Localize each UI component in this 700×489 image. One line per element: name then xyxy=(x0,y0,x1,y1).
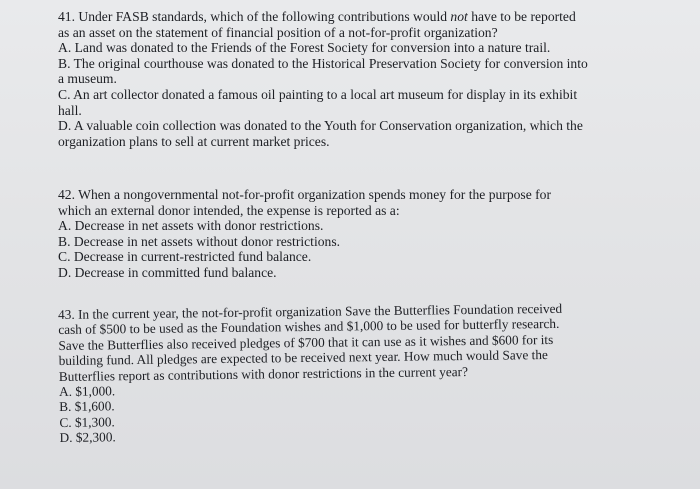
question-43-stem-line-3: Save the Butterflies also received pledges of $700 that it can use as it wishes and $600 for its xyxy=(58,331,554,353)
question-41-stem-line-1 xyxy=(58,9,678,25)
question-41-option-c-cont: hall. xyxy=(58,102,82,118)
question-42-option-a: A. Decrease in net assets with donor restrictions. xyxy=(58,218,324,234)
question-43-option-d: D. $2,300. xyxy=(59,429,116,446)
question-43 xyxy=(58,299,680,445)
question-41-stem-text-end: have to be reported xyxy=(467,9,576,24)
question-43-option-c: C. $1,300. xyxy=(59,414,115,430)
question-41 xyxy=(58,9,678,149)
question-42-option-d: D. Decrease in committed fund balance. xyxy=(58,264,277,280)
question-43-option-b: B. $1,600. xyxy=(59,398,115,415)
question-43-option-a: A. $1,000. xyxy=(58,383,116,400)
question-43-stem-line-5: Butterflies report as contributions with donor restrictions in the current year? xyxy=(58,363,469,384)
question-42-option-b: B. Decrease in net assets without donor restrictions. xyxy=(58,233,341,249)
question-41-emphasis-not: not xyxy=(450,9,468,24)
question-41-stem-line-2: as an asset on the statement of financial position of a not-for-profit organization? xyxy=(58,24,498,40)
question-43-stem-line-2: cash of $500 to be used as the Foundation wishes and $1,000 to be used for butterfly research. xyxy=(58,316,560,338)
question-41-stem-text: 41. Under FASB standards, which of the following contributions would xyxy=(58,9,451,24)
question-41-option-d: D. A valuable coin collection was donated to the Youth for Conservation organization, which the xyxy=(58,118,583,134)
question-42-stem-line-1: 42. When a nongovernmental not-for-profit organization spends money for the purpose for xyxy=(58,187,551,202)
question-41-option-b: B. The original courthouse was donated to the Historical Preservation Society for conversion into xyxy=(58,55,588,71)
question-42-stem-line-2: which an external donor intended, the expense is reported as a: xyxy=(58,202,400,218)
question-41-option-d-cont: organization plans to sell at current market prices. xyxy=(58,133,330,149)
question-41-option-a: A. Land was donated to the Friends of the Forest Society for conversion into a nature trail. xyxy=(58,40,551,56)
question-43-stem-line-4: building fund. All pledges are expected to be received next year. How much would Save the xyxy=(58,347,548,369)
question-42-option-c: C. Decrease in current-restricted fund balance. xyxy=(58,249,312,265)
question-43-stem-line-1: 43. In the current year, the not-for-profit organization Save the Butterflies Foundation received xyxy=(58,300,563,322)
question-41-option-c: C. An art collector donated a famous oil painting to a local art museum for display in its exhibit xyxy=(58,86,578,102)
question-41-option-b-cont: a museum. xyxy=(58,71,117,87)
question-42 xyxy=(58,187,678,281)
